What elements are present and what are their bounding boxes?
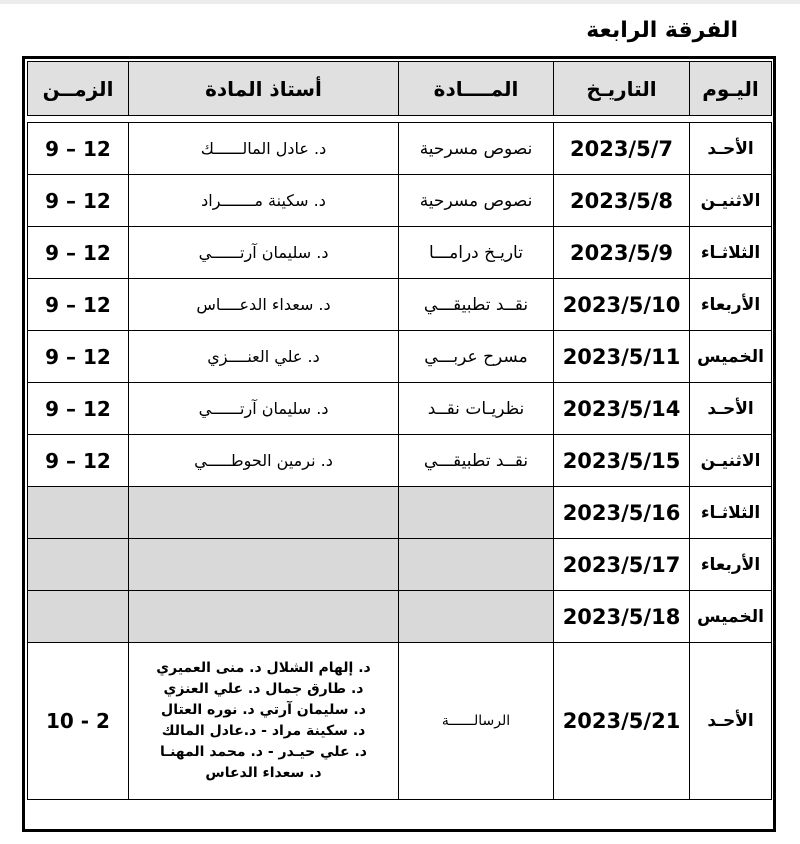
- subject-cell: [399, 591, 554, 643]
- subject-cell: نصوص مسرحية: [399, 123, 554, 175]
- date-cell: 2023/5/16: [554, 487, 690, 539]
- subject-cell: مسرح عربـــي: [399, 331, 554, 383]
- exam-schedule-table: [27, 61, 772, 800]
- day-cell: الاثنيـن: [690, 175, 772, 227]
- subject-cell: نقــد تطبيقـــي: [399, 435, 554, 487]
- teacher-cell: د. علي العنــــزي: [129, 331, 399, 383]
- day-cell: الخميس: [690, 591, 772, 643]
- time-cell: [28, 539, 129, 591]
- teacher-cell: د. سعداء الدعــــاس: [129, 279, 399, 331]
- date-cell: 2023/5/9: [554, 227, 690, 279]
- teacher-cell: [129, 591, 399, 643]
- header-teacher: أستاذ المادة: [129, 62, 399, 116]
- table-row: [28, 591, 772, 643]
- date-cell: 2023/5/21: [554, 643, 690, 800]
- teacher-cell: د. سليمان آرتــــــي: [129, 383, 399, 435]
- subject-cell: نقــد تطبيقـــي: [399, 279, 554, 331]
- teacher-cell: د. عادل المالــــــك: [129, 123, 399, 175]
- day-cell: الأحـد: [690, 383, 772, 435]
- header-day: اليـوم: [690, 62, 772, 116]
- date-cell: 2023/5/14: [554, 383, 690, 435]
- time-cell: 9 – 12: [28, 331, 129, 383]
- committee-line: د. سعداء الدعاس: [205, 765, 322, 781]
- table-row: [28, 279, 772, 331]
- committee-cell: [129, 643, 399, 800]
- date-cell: 2023/5/10: [554, 279, 690, 331]
- teacher-cell: [129, 539, 399, 591]
- date-cell: 2023/5/11: [554, 331, 690, 383]
- date-cell: 2023/5/7: [554, 123, 690, 175]
- day-cell: الثلاثـاء: [690, 487, 772, 539]
- committee-line: د. سكينة مراد - د.عادل المالك: [161, 723, 366, 739]
- table-row: [28, 539, 772, 591]
- table-row: [28, 175, 772, 227]
- header-gap: [28, 116, 772, 123]
- committee-line: د. طارق جمال د. علي العنزي: [163, 681, 364, 697]
- page-title: الفرقة الرابعة: [586, 18, 738, 43]
- table-row-thesis: [28, 643, 772, 800]
- date-cell: 2023/5/17: [554, 539, 690, 591]
- subject-cell: [399, 487, 554, 539]
- subject-cell: تاريـخ درامـــا: [399, 227, 554, 279]
- time-cell: 9 – 12: [28, 383, 129, 435]
- header-time: الزمــن: [28, 62, 129, 116]
- header-row: [28, 62, 772, 116]
- day-cell: الخميس: [690, 331, 772, 383]
- table-row: [28, 383, 772, 435]
- teacher-cell: د. سليمان آرتــــــي: [129, 227, 399, 279]
- date-cell: 2023/5/15: [554, 435, 690, 487]
- time-cell: [28, 591, 129, 643]
- day-cell: الأحـد: [690, 643, 772, 800]
- date-cell: 2023/5/18: [554, 591, 690, 643]
- day-cell: الأربعاء: [690, 279, 772, 331]
- teacher-cell: د. سكينة مـــــــراد: [129, 175, 399, 227]
- time-cell: [28, 487, 129, 539]
- day-cell: الثلاثـاء: [690, 227, 772, 279]
- date-cell: 2023/5/8: [554, 175, 690, 227]
- subject-cell: نظريـات نقــد: [399, 383, 554, 435]
- table-row: [28, 227, 772, 279]
- time-cell: 9 – 12: [28, 279, 129, 331]
- committee-line: د. علي حيـدر - د. محمد المهنـا: [160, 744, 367, 760]
- subject-cell: [399, 539, 554, 591]
- day-cell: الأربعاء: [690, 539, 772, 591]
- table-row: [28, 331, 772, 383]
- table-row: [28, 435, 772, 487]
- top-border: [0, 0, 800, 4]
- subject-cell: الرسالــــــة: [399, 643, 554, 800]
- day-cell: الأحـد: [690, 123, 772, 175]
- committee-line: د. إلهام الشلال د. منى العميري: [156, 660, 371, 676]
- committee-line: د. سليمان آرتي د. نوره العتال: [161, 702, 366, 718]
- time-cell: 9 – 12: [28, 175, 129, 227]
- header-date: التاريـخ: [554, 62, 690, 116]
- day-cell: الاثنيـن: [690, 435, 772, 487]
- teacher-cell: د. نرمين الحوطـــــي: [129, 435, 399, 487]
- subject-cell: نصوص مسرحية: [399, 175, 554, 227]
- teacher-cell: [129, 487, 399, 539]
- time-cell: 9 – 12: [28, 123, 129, 175]
- table-row: [28, 487, 772, 539]
- time-cell: 10 - 2: [28, 643, 129, 800]
- table-row: [28, 123, 772, 175]
- time-cell: 9 – 12: [28, 435, 129, 487]
- time-cell: 9 – 12: [28, 227, 129, 279]
- header-subject: المــــادة: [399, 62, 554, 116]
